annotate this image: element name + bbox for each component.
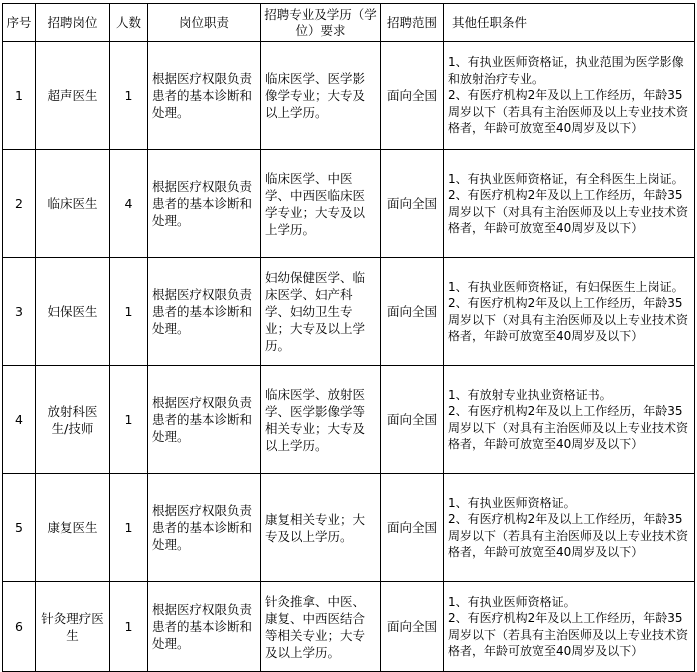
- header-index: 序号: [3, 4, 36, 42]
- header-major: 招聘专业及学历（学位）要求: [261, 4, 381, 42]
- cell-index: 2: [3, 150, 36, 258]
- cell-count: 1: [110, 582, 148, 672]
- cell-index: 4: [3, 366, 36, 474]
- condition-line: 2、有医疗机构2年及以上工作经历，年龄35周岁以下（若具有主治医师及以上专业技术资格者，年龄可放宽至40周岁及以下）: [448, 611, 689, 658]
- cell-index: 1: [3, 42, 36, 150]
- cell-position: 妇保医生: [36, 258, 110, 366]
- cell-count: 1: [110, 474, 148, 582]
- cell-conditions: [444, 474, 695, 582]
- cell-index: 5: [3, 474, 36, 582]
- cell-duty: 根据医疗权限负责患者的基本诊断和处理。: [148, 474, 261, 582]
- cell-duty: 根据医疗权限负责患者的基本诊断和处理。: [148, 258, 261, 366]
- table-row: [3, 474, 695, 582]
- cell-duty: 根据医疗权限负责患者的基本诊断和处理。: [148, 366, 261, 474]
- header-position: 招聘岗位: [36, 4, 110, 42]
- cell-conditions: [444, 258, 695, 366]
- condition-line: 1、有执业医师资格证。: [448, 594, 576, 609]
- cell-index: 6: [3, 582, 36, 672]
- condition-line: 2、有医疗机构2年及以上工作经历，年龄35周岁以下（对具有主治医师及以上专业技术资格者，年龄可放宽至40周岁及以下）: [448, 188, 689, 235]
- header-duty: 岗位职责: [148, 4, 261, 42]
- cell-index: 3: [3, 258, 36, 366]
- cell-major: 临床医学、放射医学、医学影像学等相关专业；大专及以上学历。: [261, 366, 381, 474]
- cell-scope: 面向全国: [381, 582, 444, 672]
- cell-major: 临床医学、医学影像学专业；大专及以上学历。: [261, 42, 381, 150]
- cell-major: 临床医学、中医学、中西医临床医学专业；大专及以上学历。: [261, 150, 381, 258]
- cell-scope: 面向全国: [381, 150, 444, 258]
- condition-line: 2、有医疗机构2年及以上工作经历，年龄35周岁以下（对具有主治医师及以上专业技术资格者，年龄可放宽至40周岁及以下）: [448, 296, 689, 343]
- header-count: 人数: [110, 4, 148, 42]
- cell-major: 妇幼保健医学、临床医学、妇产科学、妇幼卫生专业；大专及以上学历。: [261, 258, 381, 366]
- header-conditions: 其他任职条件: [444, 4, 695, 42]
- condition-line: 1、有执业医师资格证，有妇保医生上岗证。: [448, 279, 684, 294]
- table-row: [3, 582, 695, 672]
- condition-line: 1、有执业医师资格证。: [448, 495, 576, 510]
- cell-major: 康复相关专业；大专及以上学历。: [261, 474, 381, 582]
- cell-conditions: [444, 150, 695, 258]
- condition-line: 2、有医疗机构2年及以上工作经历，年龄35周岁以下（若具有主治医师及以上专业技术资格者，年龄可放宽至40周岁及以下）: [448, 88, 689, 136]
- cell-conditions: [444, 366, 695, 474]
- cell-position: 超声医生: [36, 42, 110, 150]
- table-row: [3, 42, 695, 150]
- cell-scope: 面向全国: [381, 474, 444, 582]
- cell-count: 1: [110, 366, 148, 474]
- cell-duty: 根据医疗权限负责患者的基本诊断和处理。: [148, 42, 261, 150]
- cell-scope: 面向全国: [381, 258, 444, 366]
- cell-position: 临床医生: [36, 150, 110, 258]
- table-row: [3, 150, 695, 258]
- condition-line: 1、有执业医师资格证，有全科医生上岗证。: [448, 171, 684, 186]
- cell-position: 康复医生: [36, 474, 110, 582]
- condition-line: 2、有医疗机构2年及以上工作经历，年龄35周岁以下（若具有主治医师及以上专业技术资格者，年龄可放宽至40周岁及以下）: [448, 512, 689, 559]
- table-row: [3, 258, 695, 366]
- cell-count: 4: [110, 150, 148, 258]
- condition-line: 1、有执业医师资格证，执业范围为医学影像和放射治疗专业。: [448, 55, 684, 86]
- cell-count: 1: [110, 42, 148, 150]
- cell-scope: 面向全国: [381, 366, 444, 474]
- cell-conditions: [444, 42, 695, 150]
- condition-line: 1、有放射专业执业资格证书。: [448, 387, 612, 402]
- condition-line: 2、有医疗机构2年及以上工作经历，年龄35周岁以下（对具有主治医师及以上专业技术资格者，年龄可放宽至40周岁及以下）: [448, 404, 689, 451]
- cell-scope: 面向全国: [381, 42, 444, 150]
- cell-count: 1: [110, 258, 148, 366]
- cell-conditions: [444, 582, 695, 672]
- table-header-row: [3, 4, 695, 42]
- header-scope: 招聘范围: [381, 4, 444, 42]
- cell-duty: 根据医疗权限负责患者的基本诊断和处理。: [148, 582, 261, 672]
- cell-duty: 根据医疗权限负责患者的基本诊断和处理。: [148, 150, 261, 258]
- cell-position: 放射科医生/技师: [36, 366, 110, 474]
- cell-major: 针灸推拿、中医、康复、中西医结合等相关专业；大专及以上学历。: [261, 582, 381, 672]
- table-row: [3, 366, 695, 474]
- recruitment-table: [2, 3, 695, 672]
- cell-position: 针灸理疗医生: [36, 582, 110, 672]
